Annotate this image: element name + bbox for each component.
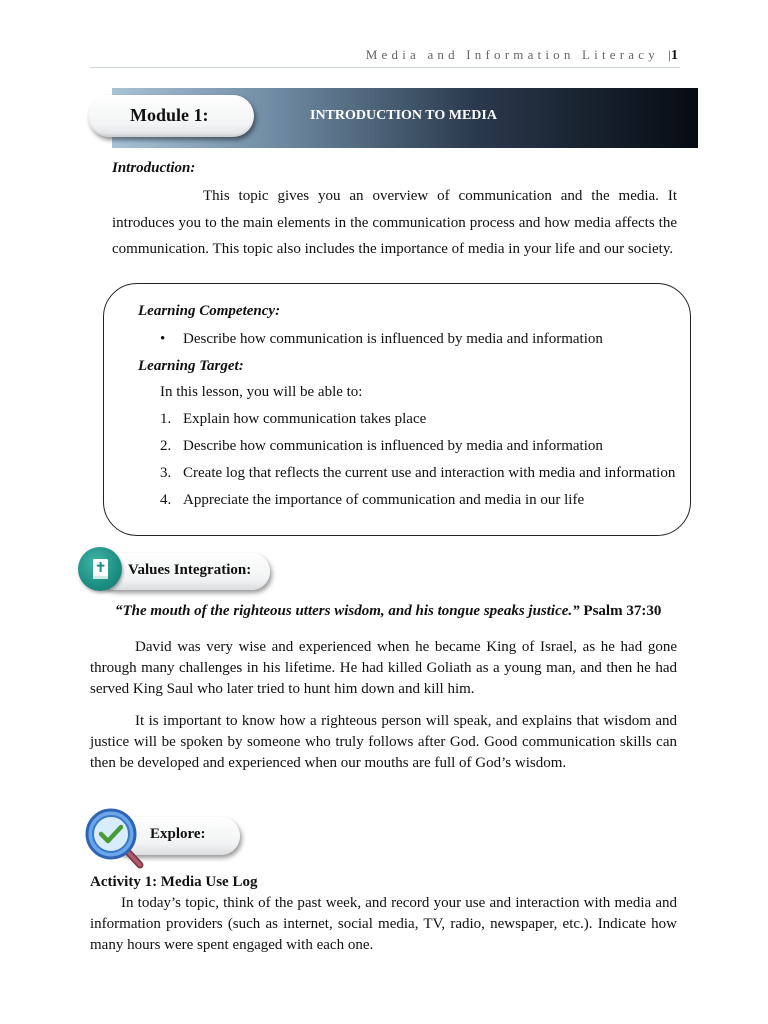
values-integration-label: Values Integration: (128, 562, 252, 578)
learning-competency-heading: Learning Competency: (138, 303, 281, 319)
learning-competency-item: Describe how communication is influenced by media and information (183, 331, 603, 347)
introduction-text: This topic gives you an overview of communication and the media. It introduces you to the main elements in the communication process and how media affects the communication. This topic also includes the importance of media in your life and our society. (112, 188, 677, 257)
activity-text: In today’s topic, think of the past week, and record your use and interaction with media and information providers (such as internet, social media, TV, radio, newspaper, etc.). Indicate how many hours were spent engaged with each one. (90, 895, 677, 953)
module-label: Module 1: (130, 105, 209, 125)
magnifier-check-icon (84, 807, 150, 873)
values-badge (78, 547, 122, 591)
values-paragraph-2: It is important to know how a righteous person will speak, and explains that wisdom and justice will be spoken by someone who truly follows after God. Good communication skills can then be developed and experienced when our mouths are full of God’s wisdom. (90, 713, 677, 771)
module-title: INTRODUCTION TO MEDIA (310, 108, 497, 123)
page-number: 1 (671, 48, 678, 63)
target-number: 1. (160, 411, 172, 427)
target-number: 2. (160, 438, 172, 454)
target-item: Describe how communication is influenced by media and information (183, 438, 603, 454)
introduction-heading: Introduction: (112, 160, 196, 176)
header-separator: | (668, 47, 671, 62)
header-rule (90, 67, 680, 68)
scripture-quote (115, 603, 661, 620)
running-header (366, 47, 678, 64)
target-item: Explain how communication takes place (183, 411, 427, 427)
activity-heading: Activity 1: Media Use Log (90, 874, 258, 890)
learning-target-intro: In this lesson, you will be able to: (160, 384, 363, 400)
learning-target-heading: Learning Target: (138, 358, 244, 374)
quote-reference: Psalm 37:30 (583, 603, 662, 619)
header-title: Media and Information Literacy (365, 47, 659, 62)
target-number: 3. (160, 465, 172, 481)
bible-icon (78, 547, 122, 591)
target-item: Appreciate the importance of communication and media in our life (183, 492, 585, 508)
quote-text: “The mouth of the righteous utters wisdom, and his tongue speaks justice.” (115, 603, 580, 619)
explore-label: Explore: (150, 826, 206, 842)
bullet-icon: • (160, 331, 166, 347)
explore-badge (84, 807, 150, 873)
target-number: 4. (160, 492, 172, 508)
target-item: Create log that reflects the current use and interaction with media and information (183, 465, 676, 481)
values-paragraph-1: David was very wise and experienced when he became King of Israel, as he had gone through many challenges in his lifetime. He had killed Goliath as a young man, and then he had served King Saul who later tried to hunt him down and kill him. (90, 639, 677, 697)
